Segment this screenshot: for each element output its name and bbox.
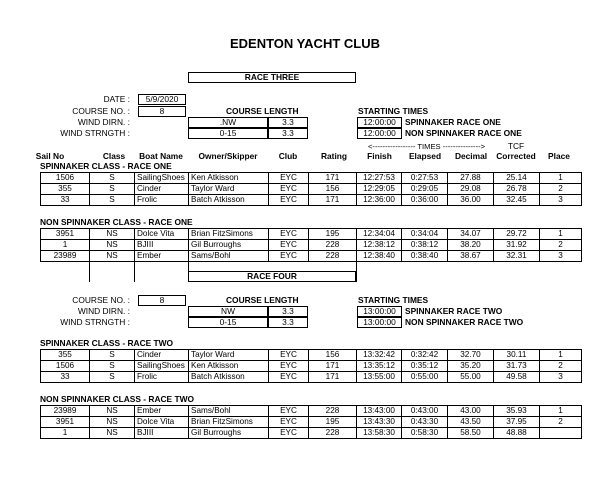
boat-name-cell: SailingShoes (135, 173, 189, 184)
place-cell: 1 (540, 173, 582, 184)
wind-dir-label: WIND DIRN. : (77, 306, 130, 316)
date-label: DATE : (103, 94, 130, 104)
table-row (41, 417, 582, 428)
sail-no-cell: 23989 (41, 251, 90, 262)
club-cell: EYC (269, 240, 309, 251)
start-label-1: SPINNAKER RACE ONE (405, 117, 501, 127)
divider (134, 262, 135, 282)
class-cell: S (90, 184, 135, 195)
boat-name-cell: SailingShoes (135, 361, 189, 372)
tcf-label: TCF (507, 141, 525, 151)
elapsed-cell: 0:58:30 (402, 428, 448, 439)
results-table (40, 405, 582, 439)
table-row (41, 350, 582, 361)
boat-name-cell: Cinder (135, 184, 189, 195)
elapsed-cell: 0:38:40 (402, 251, 448, 262)
owner-cell: Ken Atkisson (189, 173, 269, 184)
sail-no-cell: 1506 (41, 361, 90, 372)
course-label: COURSE NO. : (72, 295, 130, 305)
boat-name-cell: Ember (135, 251, 189, 262)
wind-strength-value: 0-15 (188, 128, 268, 139)
col-corrected: Corrected (496, 151, 536, 161)
boat-name-cell: BJIII (135, 240, 189, 251)
owner-cell: Brian FitzSimons (189, 417, 269, 428)
elapsed-cell: 0:55:00 (402, 372, 448, 383)
rating-cell: 195 (309, 229, 357, 240)
elapsed-cell: 0:29:05 (402, 184, 448, 195)
owner-cell: Batch Atkisson (189, 195, 269, 206)
section-label: NON SPINNAKER CLASS - RACE TWO (40, 394, 195, 404)
section-label: SPINNAKER CLASS - RACE ONE (40, 161, 172, 171)
results-table (40, 349, 582, 383)
rating-cell: 228 (309, 428, 357, 439)
class-cell: S (90, 195, 135, 206)
times-band: <----------------- TIMES ---------------> (368, 142, 486, 151)
course-length-2: 3.3 (268, 128, 308, 139)
start-time-1: 12:00:00 (357, 117, 402, 128)
col-class: Class (102, 151, 126, 161)
start-time-2: 13:00:00 (357, 317, 402, 328)
sail-no-cell: 33 (41, 372, 90, 383)
boat-name-cell: BJIII (135, 428, 189, 439)
class-cell: NS (90, 240, 135, 251)
wind-dir-value: NW (188, 306, 268, 317)
table-row (41, 361, 582, 372)
finish-cell: 12:29:05 (357, 184, 402, 195)
owner-cell: Taylor Ward (189, 350, 269, 361)
sail-no-cell: 33 (41, 195, 90, 206)
elapsed-cell: 0:36:00 (402, 195, 448, 206)
col-rating: Rating (320, 151, 348, 161)
col-sail-no: Sail No (35, 151, 65, 161)
starting-times-label: STARTING TIMES (358, 295, 429, 305)
finish-cell: 12:36:00 (357, 195, 402, 206)
table-row (41, 195, 582, 206)
col-elapsed: Elapsed (408, 151, 442, 161)
course-length-label: COURSE LENGTH (226, 106, 299, 116)
class-cell: NS (90, 428, 135, 439)
finish-cell: 13:43:00 (357, 406, 402, 417)
decimal-cell: 38.67 (448, 251, 494, 262)
class-cell: NS (90, 251, 135, 262)
section-label: NON SPINNAKER CLASS - RACE ONE (40, 217, 193, 227)
start-label-2: NON SPINNAKER RACE ONE (405, 128, 522, 138)
table-row (41, 184, 582, 195)
sail-no-cell: 3951 (41, 417, 90, 428)
elapsed-cell: 0:43:00 (402, 406, 448, 417)
place-cell: 2 (540, 417, 582, 428)
table-row (41, 251, 582, 262)
race-three-label: RACE THREE (188, 72, 356, 83)
finish-cell: 13:35:12 (357, 361, 402, 372)
rating-cell: 228 (309, 251, 357, 262)
rating-cell: 228 (309, 240, 357, 251)
corrected-cell: 25.14 (494, 173, 540, 184)
start-label-1: SPINNAKER RACE TWO (405, 306, 503, 316)
sail-no-cell: 1 (41, 240, 90, 251)
owner-cell: Gil Burroughs (189, 428, 269, 439)
course-length-1: 3.3 (268, 306, 308, 317)
wind-strength-label: WIND STRNGTH : (60, 317, 130, 327)
table-row (41, 372, 582, 383)
results-table (40, 228, 582, 262)
sail-no-cell: 355 (41, 350, 90, 361)
corrected-cell: 35.93 (494, 406, 540, 417)
class-cell: NS (90, 417, 135, 428)
club-cell: EYC (269, 361, 309, 372)
club-cell: EYC (269, 417, 309, 428)
owner-cell: Batch Atkisson (189, 372, 269, 383)
col-finish: Finish (367, 151, 392, 161)
race-four-label: RACE FOUR (188, 271, 356, 282)
place-cell: 2 (540, 361, 582, 372)
class-cell: NS (90, 406, 135, 417)
club-cell: EYC (269, 195, 309, 206)
decimal-cell: 43.00 (448, 406, 494, 417)
boat-name-cell: Cinder (135, 350, 189, 361)
sail-no-cell: 1 (41, 428, 90, 439)
club-cell: EYC (269, 428, 309, 439)
elapsed-cell: 0:34:04 (402, 229, 448, 240)
decimal-cell: 55.00 (448, 372, 494, 383)
table-row (41, 229, 582, 240)
rating-cell: 228 (309, 406, 357, 417)
wind-strength-value: 0-15 (188, 317, 268, 328)
club-cell: EYC (269, 173, 309, 184)
owner-cell: Sams/Bohl (189, 251, 269, 262)
class-cell: S (90, 173, 135, 184)
corrected-cell: 37.95 (494, 417, 540, 428)
class-cell: S (90, 350, 135, 361)
owner-cell: Gil Burroughs (189, 240, 269, 251)
rating-cell: 156 (309, 350, 357, 361)
divider (356, 262, 357, 282)
decimal-cell: 38.20 (448, 240, 494, 251)
finish-cell: 13:43:30 (357, 417, 402, 428)
start-time-1: 13:00:00 (357, 306, 402, 317)
section-label: SPINNAKER CLASS - RACE TWO (40, 338, 174, 348)
finish-cell: 13:55:00 (357, 372, 402, 383)
boat-name-cell: Ember (135, 406, 189, 417)
place-cell: 2 (540, 184, 582, 195)
course-value: 8 (138, 295, 186, 306)
decimal-cell: 35.20 (448, 361, 494, 372)
elapsed-cell: 0:27:53 (402, 173, 448, 184)
place-cell: 1 (540, 406, 582, 417)
club-cell: EYC (269, 229, 309, 240)
decimal-cell: 43.50 (448, 417, 494, 428)
club-cell: EYC (269, 251, 309, 262)
finish-cell: 12:38:12 (357, 240, 402, 251)
class-cell: NS (90, 229, 135, 240)
results-table (40, 172, 582, 206)
decimal-cell: 36.00 (448, 195, 494, 206)
finish-cell: 13:32:42 (357, 350, 402, 361)
owner-cell: Taylor Ward (189, 184, 269, 195)
rating-cell: 171 (309, 173, 357, 184)
sail-no-cell: 355 (41, 184, 90, 195)
owner-cell: Sams/Bohl (189, 406, 269, 417)
place-cell: 1 (540, 229, 582, 240)
table-row (41, 240, 582, 251)
course-value: 8 (138, 106, 186, 117)
owner-cell: Ken Atkisson (189, 361, 269, 372)
place-cell: 1 (540, 350, 582, 361)
start-label-2: NON SPINNAKER RACE TWO (405, 317, 524, 327)
wind-dir-value: .NW (188, 117, 268, 128)
club-cell: EYC (269, 372, 309, 383)
col-owner: Owner/Skipper (198, 151, 258, 161)
elapsed-cell: 0:32:42 (402, 350, 448, 361)
elapsed-cell: 0:35:12 (402, 361, 448, 372)
decimal-cell: 58.50 (448, 428, 494, 439)
corrected-cell: 26.78 (494, 184, 540, 195)
finish-cell: 12:38:40 (357, 251, 402, 262)
place-cell: 3 (540, 195, 582, 206)
sail-no-cell: 1506 (41, 173, 90, 184)
table-row (41, 428, 582, 439)
place-cell: 2 (540, 240, 582, 251)
club-cell: EYC (269, 350, 309, 361)
corrected-cell: 29.72 (494, 229, 540, 240)
finish-cell: 12:27:53 (357, 173, 402, 184)
col-club: Club (278, 151, 298, 161)
corrected-cell: 31.92 (494, 240, 540, 251)
rating-cell: 171 (309, 195, 357, 206)
boat-name-cell: Frolic (135, 372, 189, 383)
club-cell: EYC (269, 406, 309, 417)
rating-cell: 171 (309, 361, 357, 372)
col-decimal: Decimal (454, 151, 488, 161)
course-length-1: 3.3 (268, 117, 308, 128)
place-cell (540, 428, 582, 439)
class-cell: S (90, 372, 135, 383)
decimal-cell: 29.08 (448, 184, 494, 195)
boat-name-cell: Dolce Vita (135, 229, 189, 240)
place-cell: 3 (540, 372, 582, 383)
sail-no-cell: 3951 (41, 229, 90, 240)
corrected-cell: 31.73 (494, 361, 540, 372)
wind-strength-label: WIND STRNGTH : (60, 128, 130, 138)
boat-name-cell: Dolce Vita (135, 417, 189, 428)
corrected-cell: 48.88 (494, 428, 540, 439)
corrected-cell: 32.45 (494, 195, 540, 206)
place-cell: 3 (540, 251, 582, 262)
corrected-cell: 32.31 (494, 251, 540, 262)
course-length-label: COURSE LENGTH (226, 295, 299, 305)
class-cell: S (90, 361, 135, 372)
decimal-cell: 32.70 (448, 350, 494, 361)
starting-times-label: STARTING TIMES (358, 106, 429, 116)
start-time-2: 12:00:00 (357, 128, 402, 139)
table-row (41, 406, 582, 417)
date-value: 5/9/2020 (138, 94, 186, 105)
divider (89, 262, 90, 282)
rating-cell: 156 (309, 184, 357, 195)
elapsed-cell: 0:38:12 (402, 240, 448, 251)
course-length-2: 3.3 (268, 317, 308, 328)
finish-cell: 13:58:30 (357, 428, 402, 439)
corrected-cell: 30.11 (494, 350, 540, 361)
course-label: COURSE NO. : (72, 106, 130, 116)
elapsed-cell: 0:43:30 (402, 417, 448, 428)
owner-cell: Brian FitzSimons (189, 229, 269, 240)
table-row (41, 173, 582, 184)
sail-no-cell: 23989 (41, 406, 90, 417)
col-boat-name: Boat Name (139, 151, 183, 161)
rating-cell: 195 (309, 417, 357, 428)
decimal-cell: 27.88 (448, 173, 494, 184)
rating-cell: 171 (309, 372, 357, 383)
finish-cell: 12:34:04 (357, 229, 402, 240)
corrected-cell: 49.58 (494, 372, 540, 383)
club-cell: EYC (269, 184, 309, 195)
wind-dir-label: WIND DIRN. : (77, 117, 130, 127)
col-place: Place (548, 151, 570, 161)
page-title: EDENTON YACHT CLUB (229, 36, 380, 51)
decimal-cell: 34.07 (448, 229, 494, 240)
boat-name-cell: Frolic (135, 195, 189, 206)
